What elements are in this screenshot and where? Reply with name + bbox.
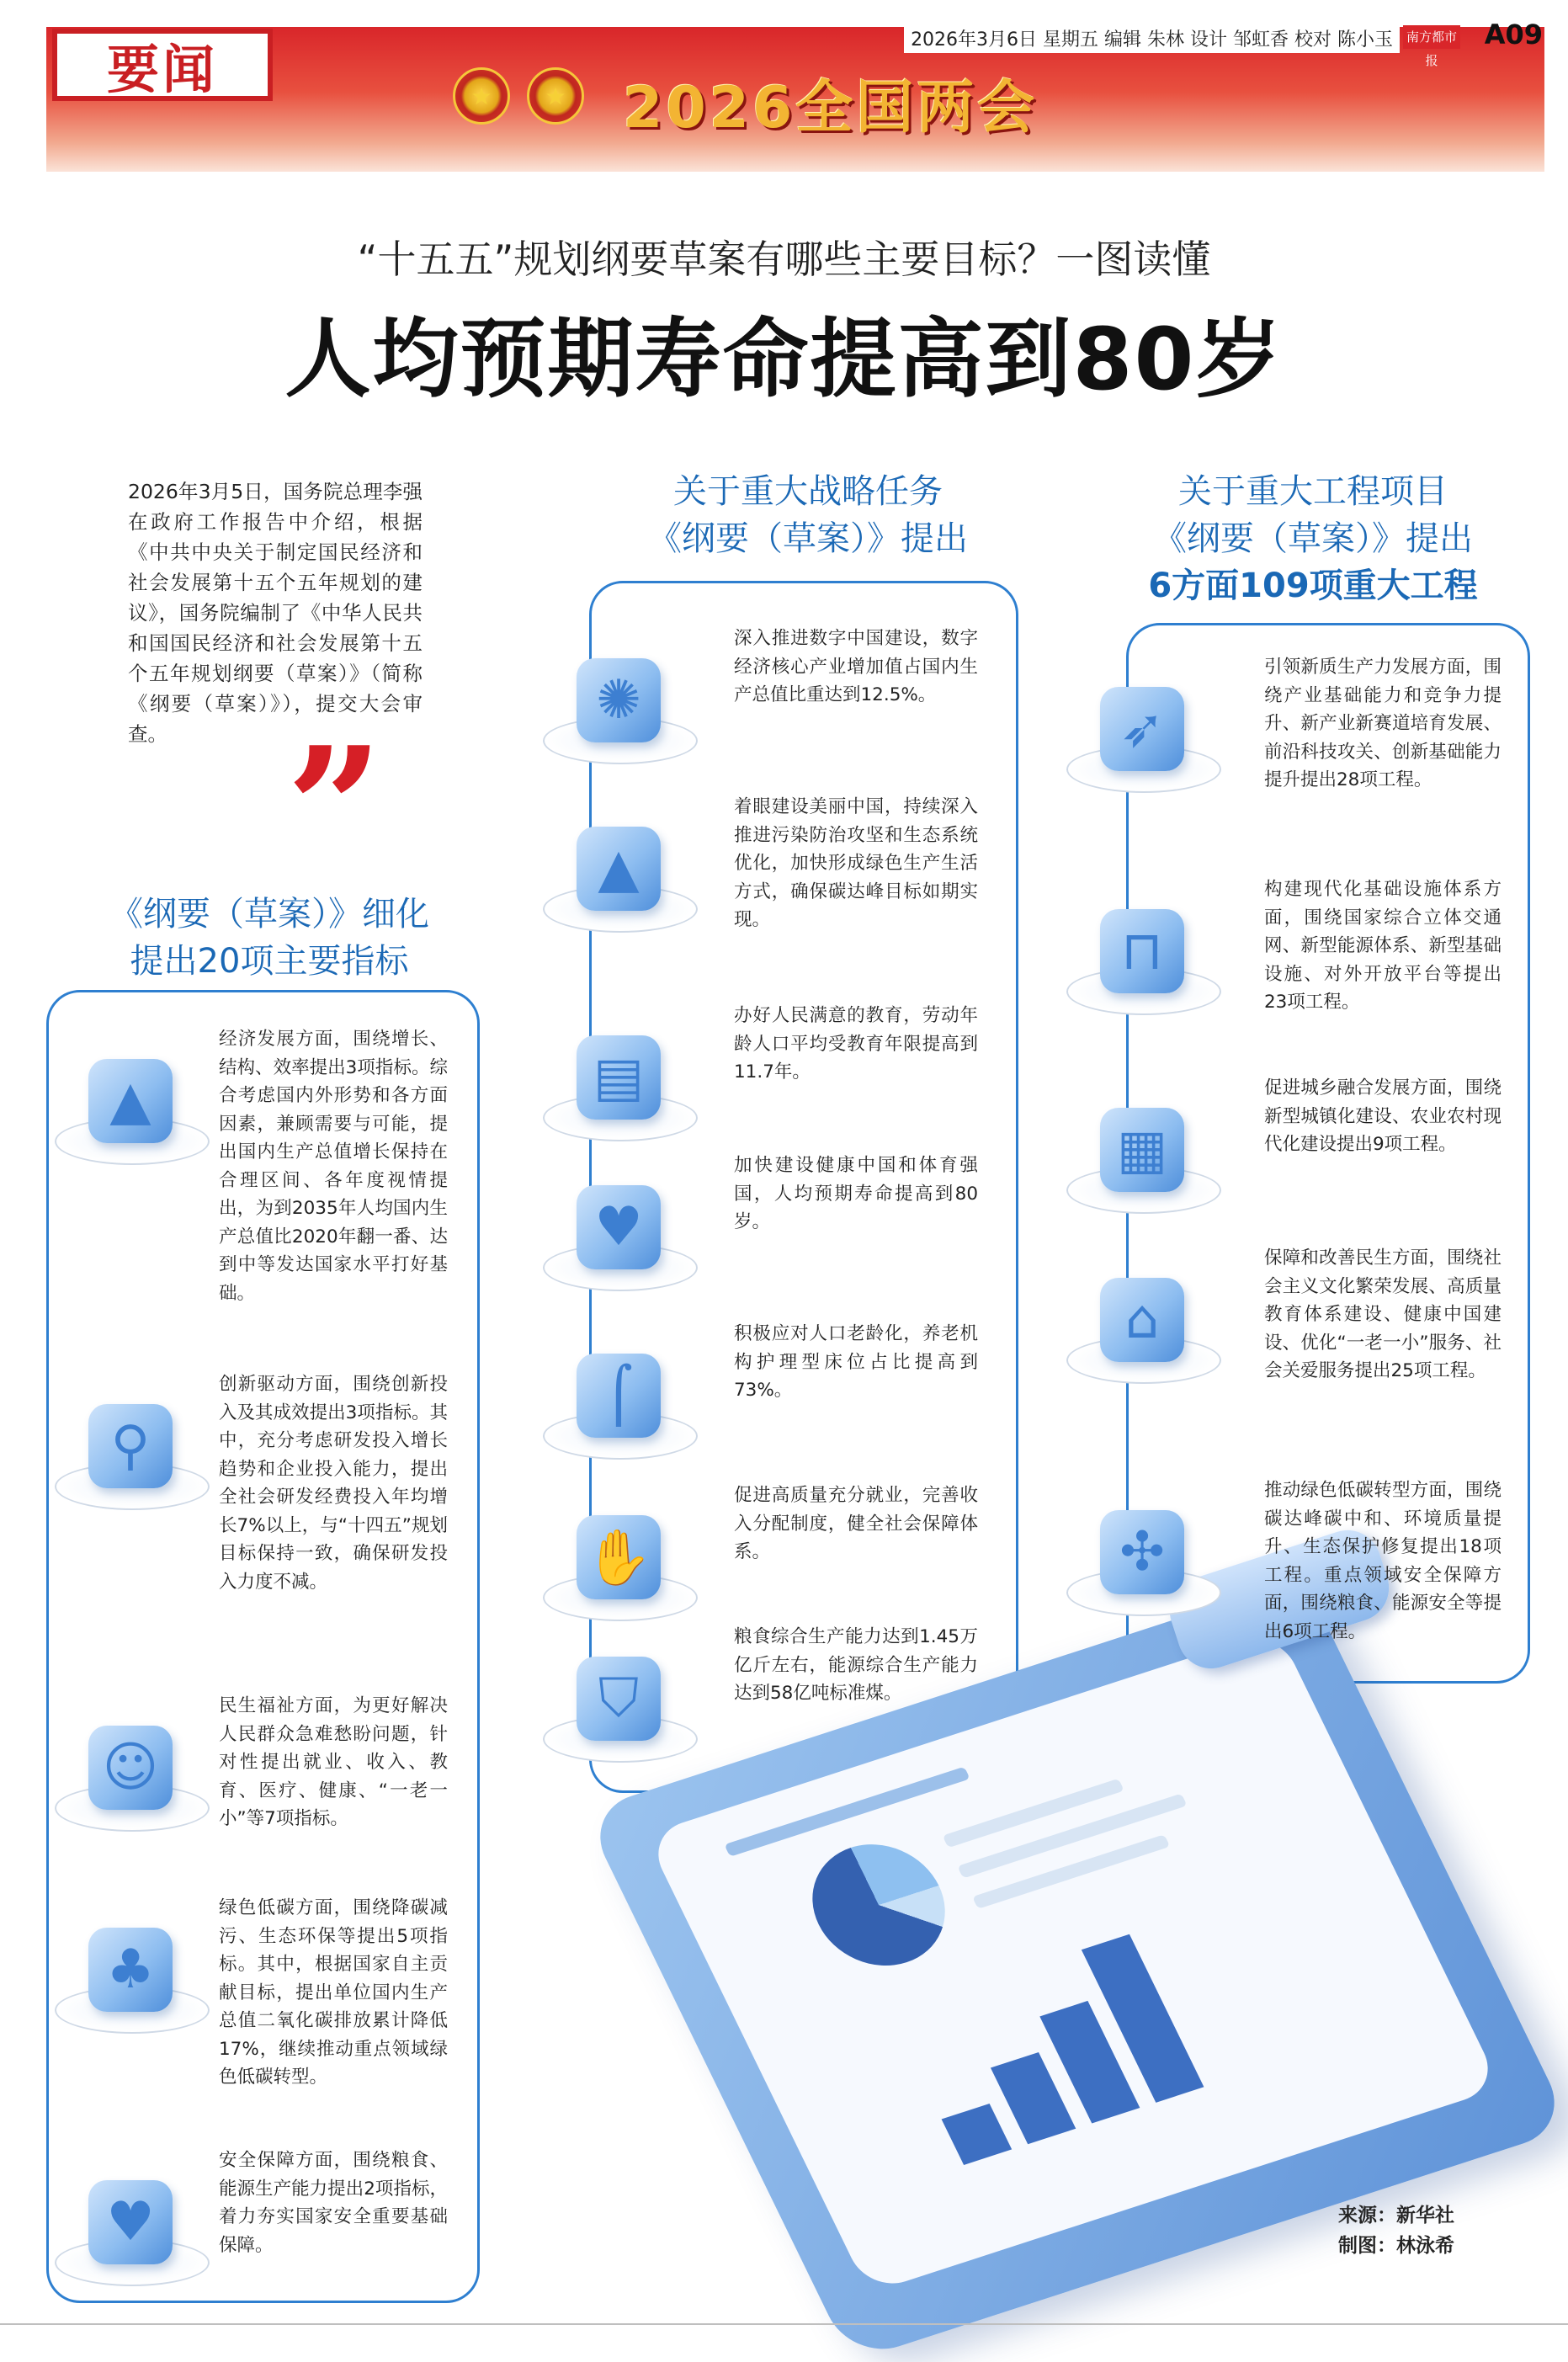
middle-item-text: 深入推进数字中国建设，数字经济核心产业增加值占国内生产总值比重达到12.5%。 bbox=[734, 628, 978, 705]
right-heading-line1: 关于重大工程项目 bbox=[1178, 472, 1448, 511]
national-emblem-icon: ★ bbox=[453, 67, 510, 125]
right-item-text: 构建现代化基础设施体系方面，围绕国家综合立体交通网、新型能源体系、新型基础设施、对外开放平台等提出23项工程。 bbox=[1264, 879, 1502, 1013]
headline: 人均预期寿命提高到80岁 bbox=[284, 310, 1284, 410]
right-item-text: 保障和改善民生方面，围绕社会主义文化繁荣发展、高质量教育体系建设、健康中国建设、优化“一老一小”服务、社会关爱服务提出25项工程。 bbox=[1264, 1247, 1502, 1381]
middle-item-text: 粮食综合生产能力达到1.45万亿斤左右，能源综合生产能力达到58亿吨标准煤。 bbox=[734, 1626, 978, 1704]
network-icon: ✺ bbox=[577, 658, 661, 742]
right-item-icon-wrap bbox=[1062, 892, 1222, 1019]
rocket-icon: ➶ bbox=[1100, 687, 1184, 771]
left-heading-line2: 提出20项主要指标 bbox=[130, 942, 409, 981]
middle-item-icon-wrap bbox=[539, 1640, 699, 1766]
city-farm-icon: ▦ bbox=[1100, 1108, 1184, 1192]
left-item-text: 民生福祉方面，为更好解决人民群众急难愁盼问题，针对性提出就业、收入、教育、医疗、健康、“一老一小”等7项指标。 bbox=[219, 1695, 448, 1829]
right-item-text: 推动绿色低碳转型方面，围绕碳达峰碳中和、环境质量提升、生态保护修复提出18项工程。重点领域安全保障方面，围绕粮食、能源安全等提出6项工程。 bbox=[1264, 1480, 1502, 1642]
section-tag: 要闻 bbox=[52, 29, 273, 101]
left-item-text: 绿色低碳方面，围绕降碳减污、生态环保等提出5项指标。其中，根据国家自主贡献目标，提出单位国内生产总值二氧化碳排放累计降低17%，继续推动重点领域绿色低碳转型。 bbox=[219, 1897, 448, 2088]
middle-heading-line1: 关于重大战略任务 bbox=[673, 472, 943, 511]
left-item-icon-wrap bbox=[50, 2163, 210, 2290]
left-item-icon-wrap bbox=[50, 1709, 210, 1835]
shield-wheat-icon: ⛉ bbox=[577, 1657, 661, 1741]
left-column-heading bbox=[101, 891, 438, 985]
pie-chart-icon bbox=[791, 1828, 967, 1982]
family-icon: ☺ bbox=[88, 1726, 173, 1810]
right-item-icon-wrap bbox=[1062, 1091, 1222, 1217]
bar-icon bbox=[942, 2104, 1013, 2165]
handshake-icon: ✋ bbox=[577, 1515, 661, 1599]
house-icon: ⌂ bbox=[1100, 1278, 1184, 1362]
middle-item-icon-wrap bbox=[539, 1337, 699, 1463]
cane-icon: ⌠ bbox=[577, 1354, 661, 1438]
middle-item-text: 促进高质量充分就业，完善收入分配制度，健全社会保障体系。 bbox=[734, 1485, 978, 1562]
right-heading-line3: 6方面109项重大工程 bbox=[1148, 567, 1478, 605]
right-column-heading bbox=[1119, 468, 1507, 609]
microscope-icon: ⚲ bbox=[88, 1404, 173, 1488]
right-item-icon-wrap bbox=[1062, 670, 1222, 796]
right-heading-line2: 《纲要（草案）》提出 bbox=[1153, 519, 1473, 558]
subheadline: “十五五”规划纲要草案有哪些主要目标？一图读懂 bbox=[357, 237, 1211, 282]
middle-column-heading bbox=[640, 468, 976, 562]
middle-item-icon-wrap bbox=[539, 1019, 699, 1145]
right-item-text: 引领新质生产力发展方面，围绕产业基础能力和竞争力提升、新产业新赛道培育发展、前沿科技攻关、创新基础能力提升提出28项工程。 bbox=[1264, 657, 1502, 790]
middle-item-icon-wrap bbox=[539, 1498, 699, 1625]
books-icon: ▤ bbox=[577, 1035, 661, 1120]
cppcc-emblem-icon: ★ bbox=[527, 67, 584, 125]
right-item-icon-wrap bbox=[1062, 1493, 1222, 1620]
left-item-icon-wrap bbox=[50, 1911, 210, 2037]
text-line bbox=[943, 1779, 1124, 1849]
text-line bbox=[972, 1834, 1170, 1909]
middle-item-text: 办好人民满意的教育，劳动年龄人口平均受教育年限提高到11.7年。 bbox=[734, 1005, 978, 1083]
page-number: A09 bbox=[1484, 19, 1543, 51]
designer-credit: 制图：林泳希 bbox=[1338, 2235, 1454, 2257]
middle-item-text: 积极应对人口老龄化，养老机构护理型床位占比提高到73%。 bbox=[734, 1323, 978, 1401]
intro-paragraph: 2026年3月5日，国务院总理李强在政府工作报告中介绍，根据《中共中央关于制定国民经济和社会发展第十五个五年规划的建议》，国务院编制了《中华人民共和国国民经济和社会发展第十五个五年规划纲要（草案）》（简称《纲要（草案）》），提交大会审查。 bbox=[128, 480, 423, 746]
middle-heading-line2: 《纲要（草案）》提出 bbox=[648, 519, 968, 558]
left-item-icon-wrap bbox=[50, 1387, 210, 1513]
right-item-icon-wrap bbox=[1062, 1261, 1222, 1387]
left-item-icon-wrap bbox=[50, 1042, 210, 1168]
event-title: 2026全国两会 bbox=[623, 75, 1039, 141]
middle-item-icon-wrap bbox=[539, 641, 699, 768]
quote-mark-icon: ” bbox=[286, 710, 384, 908]
credits bbox=[1338, 2200, 1454, 2261]
middle-item-icon-wrap bbox=[539, 1168, 699, 1295]
left-item-text: 安全保障方面，围绕粮食、能源生产能力提出2项指标，着力夯实国家安全重要基础保障。 bbox=[219, 2150, 448, 2256]
edition-meta: 2026年3月6日 星期五 编辑 朱林 设计 邹虹香 校对 陈小玉 bbox=[904, 24, 1400, 53]
heart-runner-icon: ♥ bbox=[577, 1185, 661, 1269]
paper-logo: 南方都市报 bbox=[1403, 25, 1460, 49]
mountain-leaf-icon: ▲ bbox=[577, 827, 661, 911]
green-plug-icon: ♣ bbox=[88, 1928, 173, 2012]
left-item-text: 创新驱动方面，围绕创新投入及其成效提出3项指标。其中，充分考虑研发投入增长趋势和企业投入能力，提出全社会研发经费投入年均增长7%以上，与“十四五”规划目标保持一致，确保研发投入力度不减。 bbox=[219, 1374, 448, 1593]
heart-vegetables-icon: ♥ bbox=[88, 2180, 173, 2264]
growth-chart-icon: ▲ bbox=[88, 1059, 173, 1143]
wind-turbine-icon: ✣ bbox=[1100, 1510, 1184, 1594]
source-credit: 来源：新华社 bbox=[1338, 2205, 1454, 2226]
bottom-rule bbox=[0, 2323, 1568, 2325]
right-item-text: 促进城乡融合发展方面，围绕新型城镇化建设、农业农村现代化建设提出9项工程。 bbox=[1264, 1077, 1502, 1155]
middle-item-text: 着眼建设美丽中国，持续深入推进污染防治攻坚和生态系统优化，加快形成绿色生产生活方式，确保碳达峰目标如期实现。 bbox=[734, 796, 978, 930]
middle-item-text: 加快建设健康中国和体育强国，人均预期寿命提高到80岁。 bbox=[734, 1155, 978, 1232]
left-item-text: 经济发展方面，围绕增长、结构、效率提出3项指标。综合考虑国内外形势和各方面因素，兼顾需要与可能，提出国内生产总值增长保持在合理区间、各年度视情提出，为到2035年人均国内生产总值比2020年翻一番、达到中等发达国家水平打好基础。 bbox=[219, 1029, 448, 1304]
left-heading-line1: 《纲要（草案）》细化 bbox=[109, 895, 429, 934]
middle-item-icon-wrap bbox=[539, 810, 699, 936]
bridge-icon: ⊓ bbox=[1100, 909, 1184, 993]
